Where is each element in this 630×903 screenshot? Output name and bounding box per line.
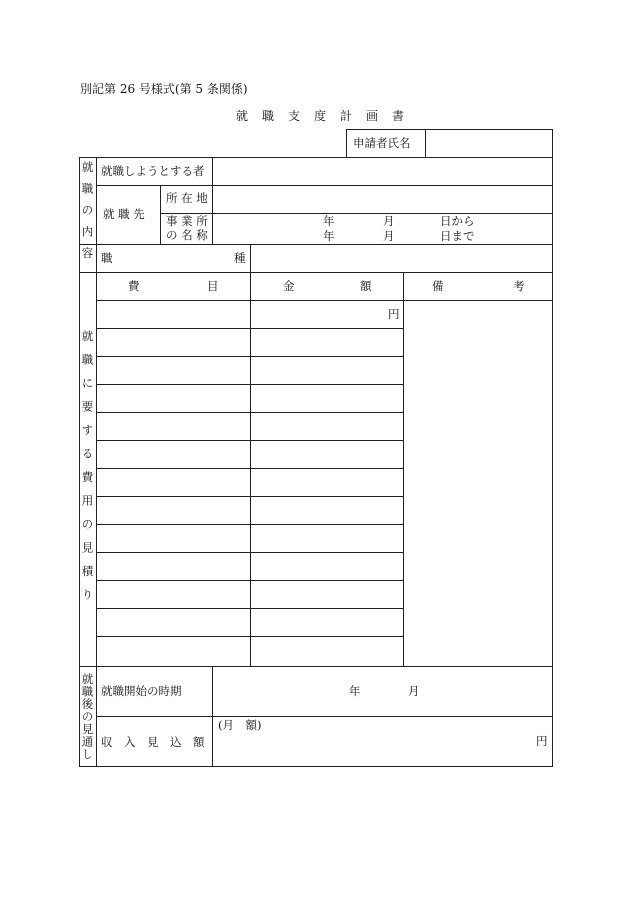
cost-amount-field[interactable]	[252, 330, 401, 355]
outlook-side-label: 就職後の見通し	[80, 673, 95, 761]
cost-item-field[interactable]	[98, 358, 248, 383]
income-field[interactable]	[214, 718, 551, 765]
office-name-label-1: 事 業 所	[166, 214, 208, 228]
income-yen-unit: 円	[536, 734, 548, 748]
period-to-year: 年	[323, 229, 335, 243]
amount-header-b: 額	[360, 279, 372, 293]
period-from-month: 月	[383, 214, 395, 228]
cost-amount-field[interactable]	[252, 554, 401, 579]
cost-item-header-b: 目	[207, 279, 219, 293]
start-time-label: 就職開始の時期	[101, 684, 182, 698]
notes-header-b: 考	[513, 279, 525, 293]
period-from-day: 日から	[440, 214, 475, 228]
address-field[interactable]	[214, 187, 551, 212]
cost-amount-field[interactable]	[252, 414, 401, 439]
cost-item-field[interactable]	[98, 414, 248, 439]
cost-amount-field[interactable]	[252, 582, 401, 607]
income-label: 収 入 見 込 額	[101, 735, 205, 749]
cost-item-field[interactable]	[98, 442, 248, 467]
notes-field[interactable]	[405, 302, 551, 665]
employer-label: 就 職 先	[103, 207, 145, 221]
cost-item-field[interactable]	[98, 638, 248, 663]
applicant-name-field[interactable]	[427, 131, 551, 156]
cost-amount-field[interactable]	[252, 610, 401, 635]
period-from-year: 年	[323, 214, 335, 228]
form-reference: 別記第 26 号様式(第 5 条関係)	[80, 82, 248, 96]
cost-item-field[interactable]	[98, 554, 248, 579]
cost-amount-field[interactable]	[252, 386, 401, 411]
cost-estimate-side-label: 就職に要する費用の見積り	[80, 330, 95, 612]
employer-person-label: 就職しようとする者	[101, 164, 205, 178]
cost-item-field[interactable]	[98, 470, 248, 495]
office-name-label-2: の 名 称	[166, 228, 208, 242]
cost-amount-field[interactable]	[252, 526, 401, 551]
period-to-month: 月	[383, 229, 395, 243]
cost-item-field[interactable]	[98, 610, 248, 635]
cost-item-field[interactable]	[98, 302, 248, 327]
amount-header-a: 金	[283, 279, 295, 293]
cost-item-field[interactable]	[98, 526, 248, 551]
cost-item-field[interactable]	[98, 386, 248, 411]
applicant-name-label: 申請者氏名	[353, 136, 411, 150]
monthly-label: (月 額)	[218, 718, 262, 732]
cost-amount-field[interactable]	[252, 442, 401, 467]
address-label: 所 在 地	[166, 191, 208, 205]
cost-item-field[interactable]	[98, 582, 248, 607]
cost-item-field[interactable]	[98, 498, 248, 523]
form-title: 就 職 支 度 計 画 書	[236, 109, 406, 123]
start-year: 年	[349, 684, 361, 698]
period-to-day: 日まで	[440, 229, 475, 243]
cost-item-field[interactable]	[98, 330, 248, 355]
employment-content-side-label: 就職の内容	[80, 161, 95, 269]
start-month: 月	[408, 684, 420, 698]
cost-amount-field[interactable]	[252, 302, 401, 327]
notes-header-a: 備	[432, 279, 444, 293]
job-type-label-a: 職	[101, 251, 113, 265]
job-type-field[interactable]	[252, 246, 551, 271]
cost-amount-field[interactable]	[252, 638, 401, 663]
cost-amount-field[interactable]	[252, 470, 401, 495]
job-type-label-b: 種	[234, 251, 246, 265]
cost-amount-field[interactable]	[252, 498, 401, 523]
employer-person-field[interactable]	[214, 159, 551, 184]
cost-amount-field[interactable]	[252, 358, 401, 383]
yen-unit: 円	[388, 307, 400, 321]
cost-item-header-a: 費	[128, 279, 140, 293]
